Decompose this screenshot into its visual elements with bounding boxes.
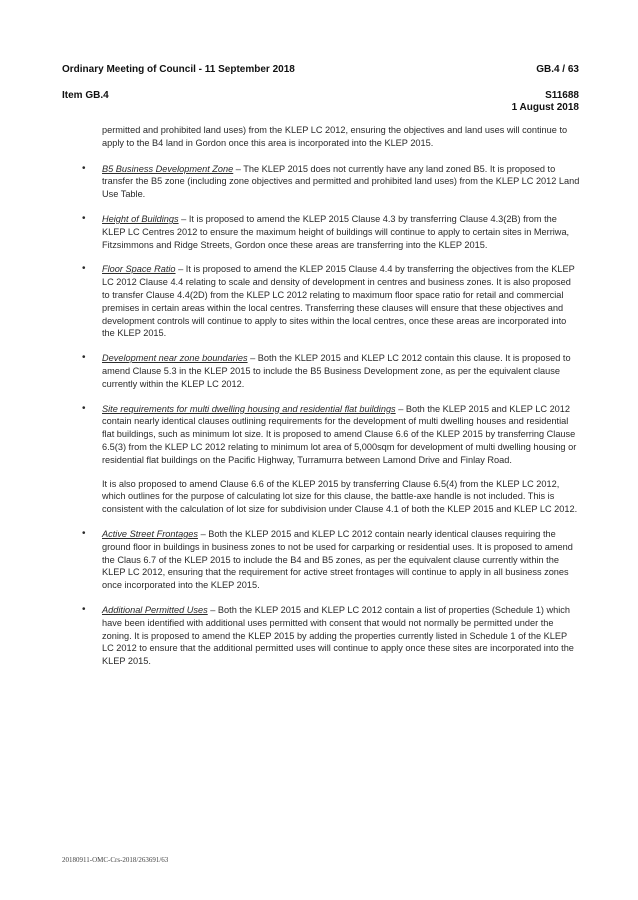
item-label: Item GB.4: [62, 90, 109, 101]
bullet-icon: •: [82, 212, 86, 224]
document-reference: [512, 90, 579, 114]
bullet-item: [62, 163, 580, 201]
bullet-term: B5 Business Development Zone: [102, 163, 234, 174]
bullet-icon: •: [82, 402, 86, 414]
bullet-item: [62, 528, 580, 592]
bullet-icon: •: [82, 162, 86, 174]
bullet-term: Floor Space Ratio: [102, 264, 176, 275]
bullet-text: – It is proposed to amend the KLEP 2015 Clause 4.3 by transferring Clause 4.3(2B) from the KLEP LC Centres 2012 to ensure the maximum height of buildings will continue to apply to certain sites in Merriwa, Fitzsimmons and Ridge Streets, Gordon once these areas are transferring into the KLEP 2015.: [102, 213, 570, 250]
bullet-paragraph: [102, 352, 580, 390]
document-footer: 20180911-OMC-Crs-2018/263691/63: [62, 856, 169, 864]
bullet-paragraph: [102, 528, 580, 592]
page-reference: GB.4 / 63: [536, 64, 579, 75]
bullet-icon: •: [82, 263, 86, 275]
bullet-term: Additional Permitted Uses: [102, 604, 208, 615]
bullet-extra-paragraph: It is also proposed to amend Clause 6.6 of the KLEP 2015 by transferring Clause 6.5(4) from the KLEP LC 2012, which outlines for the purpose of calculating lot size for this clause, the battle-axe handle is not included. This is consistent with the calculation of lot size for subdivision under Clause 4.1 of both the KLEP 2015 and KLEP LC 2012.: [102, 478, 578, 515]
bullet-item: [62, 403, 580, 516]
bullet-text: – It is proposed to amend the KLEP 2015 Clause 4.4 by transferring the objectives from the KLEP LC 2012 Clause 4.4 relating to scale and density of development in centres and business zones. It is also proposed to transfer Clause 4.4(2D) from the KLEP LC 2012 relating to maximum floor space ratio for retail and commercial premises in certain areas within the local centres. Transferring these clauses will ensure that these objectives and development controls will continue to apply to sites within the local centres, once these areas are incorporated into the KLEP 2015.: [102, 264, 575, 339]
bullet-text: – Both the KLEP 2015 and KLEP LC 2012 contain nearly identical clauses requiring the ground floor in buildings in business zones to not be used for carparking or residential uses. It is proposed to amend the Claus 6.7 of the KLEP 2015 to include the B4 and B5 zones, as per the equivalent clause currently within the KLEP LC 2012, ensuring that the requirement for active street frontages will continue to apply in all business zones once incorporated into the KLEP 2015.: [102, 528, 573, 591]
bullet-paragraph: [102, 403, 580, 467]
report-body: [62, 124, 580, 680]
bullet-term: Active Street Frontages: [102, 528, 199, 539]
bullet-icon: •: [82, 527, 86, 539]
bullet-icon: •: [82, 352, 86, 364]
bullet-text: – The KLEP 2015 does not currently have any land zoned B5. It is proposed to transfer the B5 zone (including zone objectives and permitted and prohibited land uses) from the KLEP LC 2012 Land Use Table.: [102, 163, 580, 200]
document-number: S11688: [545, 90, 579, 101]
bullet-term: Height of Buildings: [102, 213, 179, 224]
bullet-paragraph: [102, 163, 580, 201]
meeting-title: Ordinary Meeting of Council - 11 September 2018: [62, 64, 295, 75]
bullet-item: [62, 213, 580, 251]
bullet-icon: •: [82, 603, 86, 615]
bullet-item: [62, 604, 580, 668]
bullet-text: – Both the KLEP 2015 and KLEP LC 2012 contain nearly identical clauses outlining requirements for the development of multi dwelling houses and residential flat buildings, such as minimum lot size. It is proposed to amend Clause 6.6 of the KLEP 2015 by transferring Clause 6.5(3) from the KLEP LC 2012 relating to minimum lot area of 5,000sqm for development of multi dwelling housing or residential flat buildings on the Pacific Highway, Turramurra between Lamond Drive and Finlay Road.: [102, 403, 577, 465]
bullet-text: – Both the KLEP 2015 and KLEP LC 2012 contain a list of properties (Schedule 1) which have been identified with additional uses permitted with consent that would not normally be permitted under the zoning. It is proposed to amend the KLEP 2015 by adding the properties currently listed in Schedule 1 of the KLEP LC 2012 to ensure that the additional permitted uses will continue to apply once these sites are incorporated into the KLEP 2015.: [102, 604, 574, 667]
bullet-paragraph: [102, 604, 580, 668]
bullet-term: Site requirements for multi dwelling housing and residential flat buildings: [102, 403, 396, 414]
bullet-item: [62, 352, 580, 390]
bullet-term: Development near zone boundaries: [102, 353, 248, 364]
document-date: 1 August 2018: [511, 102, 579, 113]
continuation-paragraph: permitted and prohibited land uses) from the KLEP LC 2012, ensuring the objectives and land uses will continue to apply to the B4 land in Gordon once this area is incorporated into the KLEP 2015.: [102, 125, 568, 148]
bullet-paragraph: [102, 213, 580, 251]
bullet-item: [62, 263, 580, 340]
bullet-paragraph: [102, 263, 580, 340]
bullet-text: – Both the KLEP 2015 and KLEP LC 2012 contain this clause. It is proposed to amend Clause 5.3 in the KLEP 2015 to include the B5 Business Development zone, as per the equivalent clause currently within the KLEP LC 2012.: [102, 353, 571, 389]
